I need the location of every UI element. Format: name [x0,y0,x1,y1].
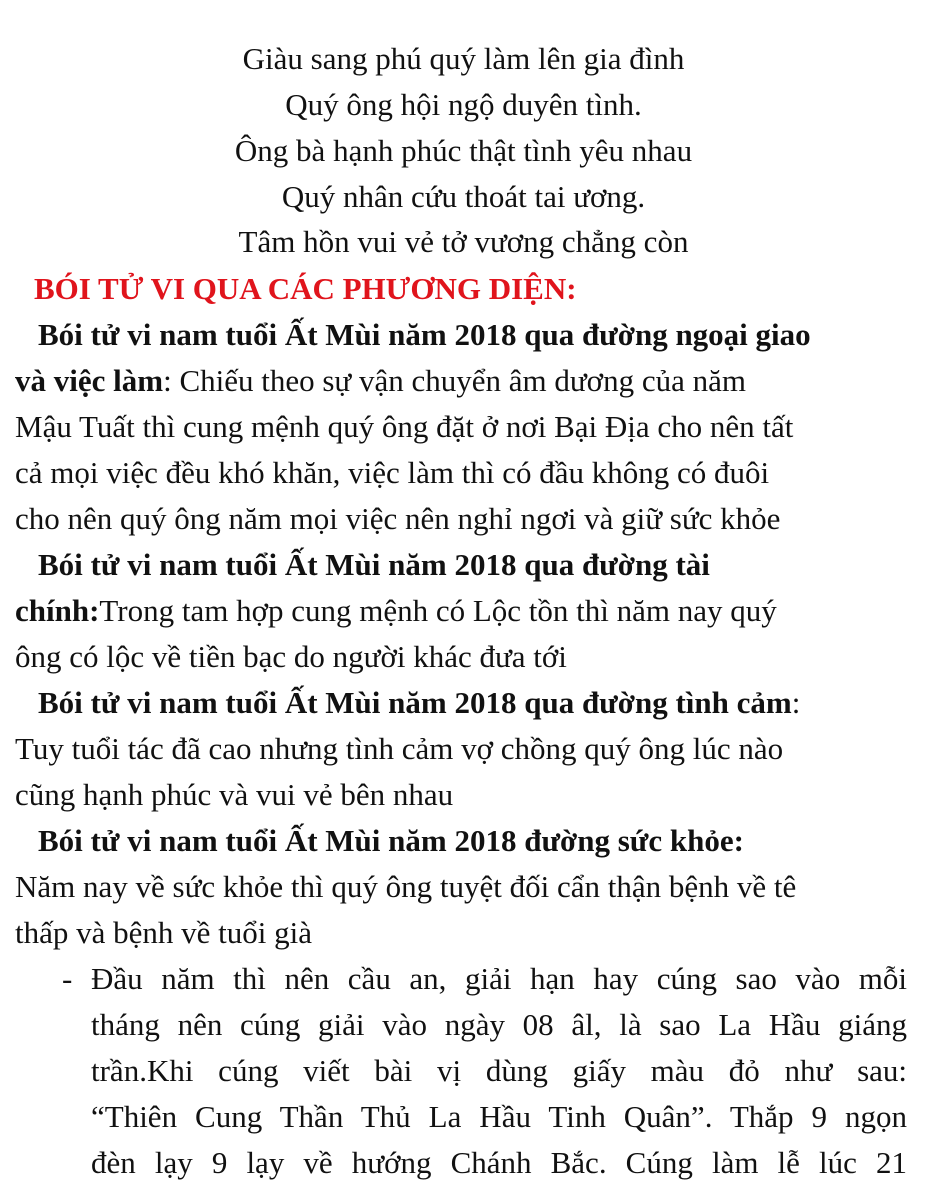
career-title [38,312,811,358]
bullet-line-4: “Thiên Cung Thần Thủ La Hầu Tinh Quân”. Thắp 9 ngọn [91,1099,907,1134]
poem-line-1: Giàu sang phú quý làm lên gia đình [242,41,685,76]
finance-title-text: Bói tử vi nam tuổi Ất Mùi năm 2018 qua đường tài [38,547,710,582]
career-line-1 [15,358,746,404]
bullet-line-5: đèn lạy 9 lạy về hướng Chánh Bắc. Cúng làm lễ lúc 21 [91,1145,907,1180]
section-heading: BÓI TỬ VI QUA CÁC PHƯƠNG DIỆN: [34,271,577,306]
health-title [38,818,744,864]
career-title-cont: và việc làm [15,363,164,398]
health-body-2: thấp và bệnh về tuổi già [15,915,312,950]
finance-body-2: ông có lộc về tiền bạc do người khác đưa tới [15,639,567,674]
poem-line-3: Ông bà hạnh phúc thật tình yêu nhau [234,133,693,168]
career-body-1: : Chiếu theo sự vận chuyển âm dương của năm [163,363,746,398]
bullet-dash: - [62,961,73,996]
health-title-text: Bói tử vi nam tuổi Ất Mùi năm 2018 đường sức khỏe: [38,823,744,858]
poem-line-5: Tâm hồn vui vẻ tở vương chẳng còn [238,224,689,259]
bullet-line-2: tháng nên cúng giải vào ngày 08 âl, là sao La Hầu giáng [91,1007,907,1042]
career-body-2: Mậu Tuất thì cung mệnh quý ông đặt ở nơi Bại Địa cho nên tất [15,409,794,444]
health-body-1: Năm nay về sức khỏe thì quý ông tuyệt đối cẩn thận bệnh về tê [15,869,797,904]
poem-line-4: Quý nhân cứu thoát tai ương. [281,179,646,214]
finance-title [38,542,710,588]
career-title-text: Bói tử vi nam tuổi Ất Mùi năm 2018 qua đường ngoại giao [38,317,811,352]
bullet-line-1: Đầu năm thì nên cầu an, giải hạn hay cúng sao vào mỗi [91,961,907,996]
poem-line-2: Quý ông hội ngộ duyên tình. [285,87,642,122]
love-body-2: cũng hạnh phúc và vui vẻ bên nhau [15,777,454,812]
love-title-colon: : [791,685,801,720]
love-title [38,680,800,726]
career-body-4: cho nên quý ông năm mọi việc nên nghỉ ngơi và giữ sức khỏe [15,501,781,536]
finance-title-cont: chính: [15,593,100,628]
finance-body-1: Trong tam hợp cung mệnh có Lộc tồn thì năm nay quý [99,593,777,628]
bullet-line-3: trần.Khi cúng viết bài vị dùng giấy màu đỏ như sau: [91,1053,907,1088]
love-title-text: Bói tử vi nam tuổi Ất Mùi năm 2018 qua đường tình cảm [38,685,792,720]
career-body-3: cả mọi việc đều khó khăn, việc làm thì có đầu không có đuôi [15,455,770,490]
finance-line-1 [15,588,777,634]
love-body-1: Tuy tuổi tác đã cao nhưng tình cảm vợ chồng quý ông lúc nào [15,731,784,766]
